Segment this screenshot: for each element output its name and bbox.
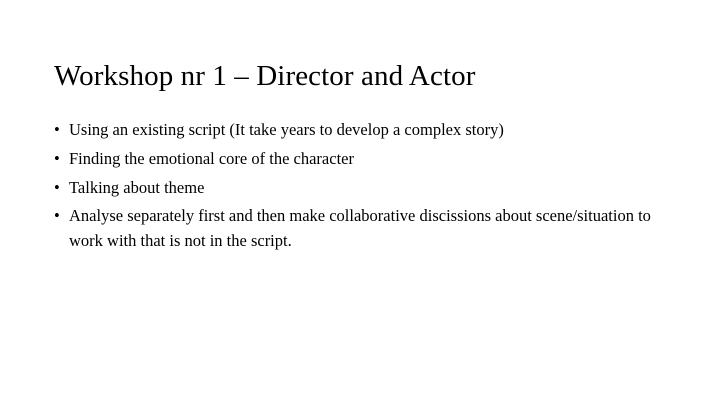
list-item: [54, 176, 669, 200]
bullet-marker-icon: •: [54, 177, 60, 197]
list-item-text: Using an existing script (It take years to develop a complex story): [69, 120, 504, 139]
bullet-marker-icon: •: [54, 120, 60, 139]
bullet-marker-icon: •: [54, 148, 60, 168]
list-item-text: Finding the emotional core of the character: [69, 148, 354, 168]
list-item: [54, 204, 669, 253]
list-item: [54, 118, 669, 142]
list-item-text: Talking about theme: [69, 177, 205, 197]
list-item-text: Analyse separately first and then make collaborative discissions about scene/situation to work with that is not in the script.: [69, 206, 651, 250]
list-item: [54, 147, 669, 171]
bullet-marker-icon: •: [54, 206, 60, 226]
page-title: Workshop nr 1 – Director and Actor: [54, 60, 476, 93]
bullet-list: [54, 118, 669, 257]
